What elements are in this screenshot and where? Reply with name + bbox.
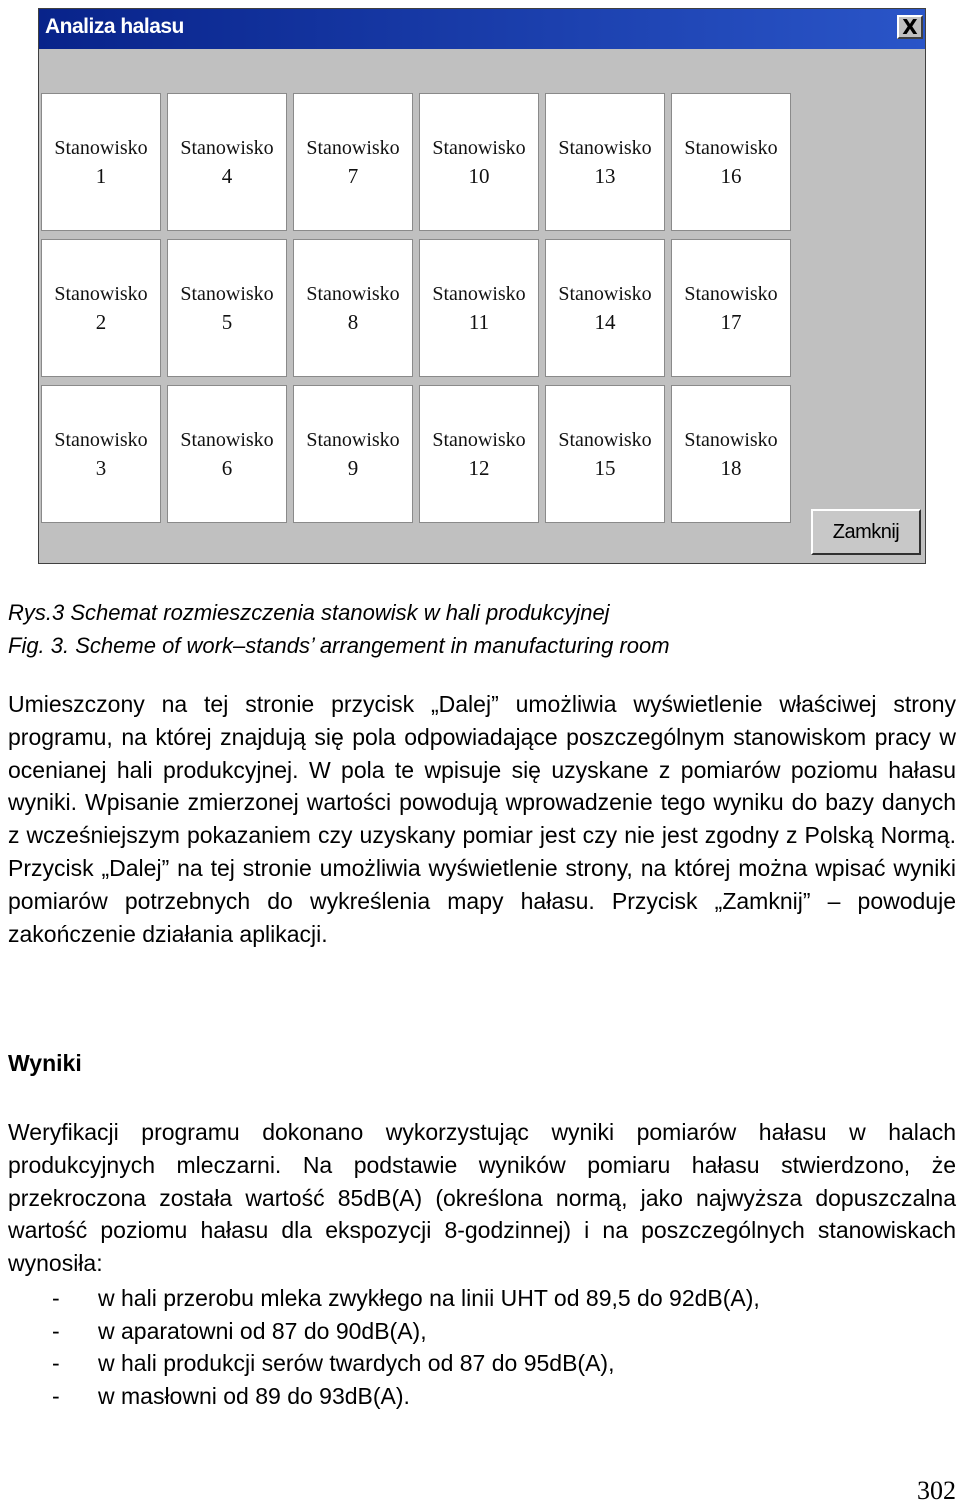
station-label: Stanowisko <box>180 283 274 305</box>
station-cell[interactable] <box>41 93 161 231</box>
station-cell[interactable] <box>671 239 791 377</box>
zamknij-button[interactable]: Zamknij <box>811 509 921 555</box>
figure-caption <box>8 596 670 662</box>
paragraph-description: Umieszczony na tej stronie przycisk „Dalej” umożliwia wyświetlenie właściwej strony programu, na której znajdują się pola odpowiadające poszczególnym stanowiskom pracy w ocenianej hali produkcyjnej. W pola te wpisuje się uzyskane z pomiarów poziomu hałasu wyniki. Wpisanie zmierzonej wartości powodują wprowadzenie tego wyniku do bazy danych z wcześniejszym pokazaniem czy uzyskany pomiar jest czy nie jest zgodny z Polską Normą. Przycisk „Dalej” na tej stronie umożliwia wyświetlenie strony, na której można wpisać wyniki pomiarów potrzebnych do wykreślenia mapy hałasu. Przycisk „Zamknij” – powoduje zakończenie działania aplikacji. <box>8 691 956 947</box>
station-cell[interactable] <box>167 239 287 377</box>
results-list <box>8 1282 760 1412</box>
station-number: 16 <box>720 164 742 188</box>
station-cell[interactable] <box>671 385 791 523</box>
station-label: Stanowisko <box>306 283 400 305</box>
station-label: Stanowisko <box>180 429 274 451</box>
station-number: 7 <box>347 164 359 188</box>
station-number: 10 <box>468 164 490 188</box>
station-number: 6 <box>221 456 233 480</box>
caption-polish: Rys.3 Schemat rozmieszczenia stanowisk w hali produkcyjnej <box>8 600 610 625</box>
list-dash: - <box>52 1317 60 1344</box>
station-label: Stanowisko <box>54 429 148 451</box>
station-cell[interactable] <box>293 239 413 377</box>
station-label: Stanowisko <box>558 137 652 159</box>
station-grid <box>41 93 791 523</box>
station-label: Stanowisko <box>558 429 652 451</box>
station-cell[interactable] <box>41 385 161 523</box>
station-label: Stanowisko <box>684 283 778 305</box>
station-label: Stanowisko <box>432 429 526 451</box>
station-cell[interactable] <box>419 239 539 377</box>
list-item-text: w hali przerobu mleka zwykłego na linii UHT od 89,5 do 92dB(A), <box>98 1285 760 1311</box>
window-title: Analiza halasu <box>45 15 184 38</box>
list-dash: - <box>52 1350 60 1376</box>
app-window <box>38 8 926 564</box>
station-number: 18 <box>720 456 742 480</box>
station-cell[interactable] <box>419 385 539 523</box>
station-label: Stanowisko <box>684 429 778 451</box>
station-label: Stanowisko <box>54 283 148 305</box>
station-cell[interactable] <box>167 93 287 231</box>
station-number: 17 <box>720 310 742 334</box>
station-cell[interactable] <box>545 93 665 231</box>
list-item-text: w hali produkcji serów twardych od 87 do 95dB(A), <box>98 1350 615 1376</box>
station-number: 5 <box>221 310 233 334</box>
list-item-text: w masłowni od 89 do 93dB(A). <box>98 1382 410 1409</box>
station-number: 1 <box>95 164 107 188</box>
list-item <box>8 1380 760 1413</box>
list-item <box>8 1282 760 1315</box>
station-number: 4 <box>221 164 233 188</box>
station-cell[interactable] <box>41 239 161 377</box>
list-dash: - <box>52 1382 60 1409</box>
station-number: 13 <box>594 164 616 188</box>
station-label: Stanowisko <box>432 137 526 159</box>
station-cell[interactable] <box>419 93 539 231</box>
list-item <box>8 1315 760 1348</box>
station-number: 12 <box>468 456 490 480</box>
station-number: 14 <box>594 310 616 334</box>
station-number: 3 <box>95 456 107 480</box>
list-item-text: w aparatowni od 87 do 90dB(A), <box>98 1317 427 1344</box>
station-cell[interactable] <box>545 239 665 377</box>
station-cell[interactable] <box>293 93 413 231</box>
station-cell[interactable] <box>545 385 665 523</box>
station-label: Stanowisko <box>306 137 400 159</box>
paragraph-results: Weryfikacji programu dokonano wykorzystując wyniki pomiarów hałasu w halach produkcyjnych mleczarni. Na podstawie wyników pomiaru hałasu stwierdzono, że przekroczona została wartość 85dB(A) (określona normą, jako najwyższa dopuszczalna wartość poziomu hałasu dla ekspozycji 8-godzinnej) i na poszczególnych stanowiskach wynosiła: <box>8 1119 956 1277</box>
station-number: 2 <box>95 310 107 334</box>
station-cell[interactable] <box>167 385 287 523</box>
caption-english: Fig. 3. Scheme of work–stands’ arrangement in manufacturing room <box>8 633 670 658</box>
close-icon[interactable]: X <box>897 15 923 39</box>
station-number: 11 <box>468 310 490 334</box>
station-cell[interactable] <box>671 93 791 231</box>
title-bar <box>39 9 925 49</box>
station-label: Stanowisko <box>180 137 274 159</box>
station-number: 8 <box>347 310 359 334</box>
page-number: 302 <box>917 1476 956 1505</box>
station-label: Stanowisko <box>432 283 526 305</box>
station-cell[interactable] <box>293 385 413 523</box>
station-number: 15 <box>594 456 616 480</box>
station-label: Stanowisko <box>54 137 148 159</box>
station-label: Stanowisko <box>558 283 652 305</box>
section-heading: Wyniki <box>8 1050 82 1076</box>
station-label: Stanowisko <box>306 429 400 451</box>
list-dash: - <box>52 1285 60 1311</box>
list-item <box>8 1347 760 1380</box>
station-number: 9 <box>347 456 359 480</box>
station-label: Stanowisko <box>684 137 778 159</box>
